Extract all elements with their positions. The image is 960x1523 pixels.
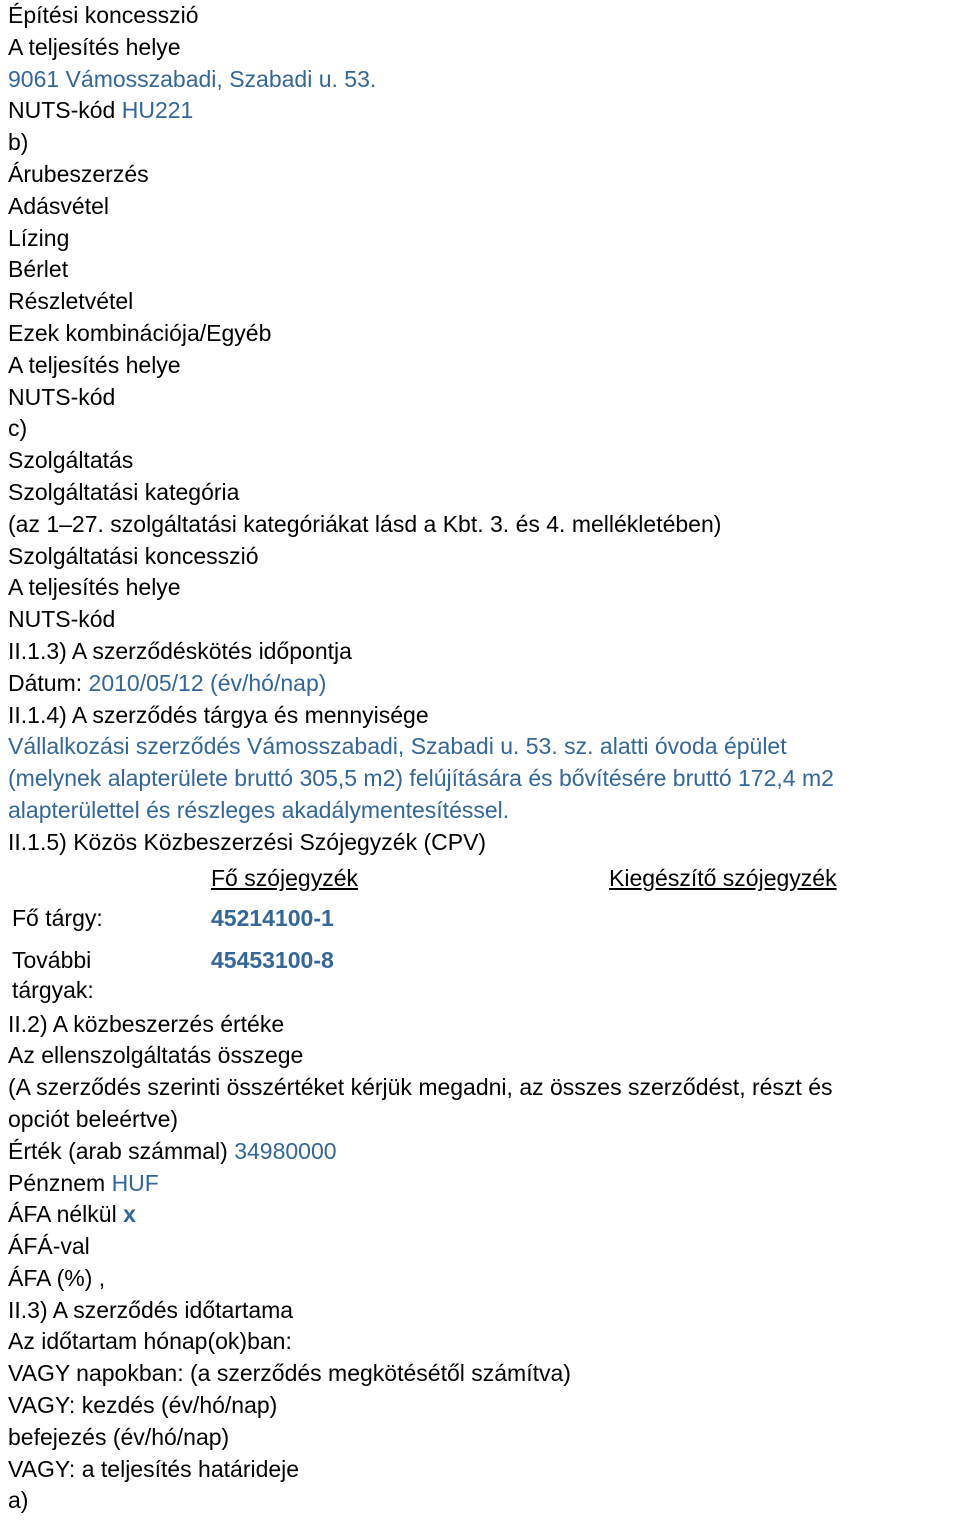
cpv-col-supplementary: Kiegészítő szójegyzék — [609, 864, 837, 891]
line-supply: Árubeszerzés — [8, 160, 149, 187]
date-label: Dátum: — [8, 669, 83, 696]
vat-included-line: ÁFÁ-val — [8, 1233, 90, 1260]
currency-line — [8, 1168, 958, 1200]
line-leasing: Lízing — [8, 224, 70, 251]
subject-line-2: (melynek alapterülete bruttó 305,5 m2) felújítására és bővítésére bruttó 172,4 m2 — [8, 765, 834, 792]
amount-value: 34980000 — [234, 1137, 337, 1164]
currency-value: HUF — [111, 1169, 159, 1196]
line-c: c) — [8, 415, 28, 442]
nuts-value: HU221 — [121, 97, 194, 124]
contract-date-heading: II.1.3) A szerződéskötés időpontja — [8, 637, 352, 664]
value-heading: II.2) A közbeszerzés értéke — [8, 1010, 285, 1037]
cpv-table — [8, 859, 958, 1009]
duration-heading: II.3) A szerződés időtartama — [8, 1296, 294, 1323]
line-service-concession: Szolgáltatási koncesszió — [8, 542, 259, 569]
contract-date-line — [8, 668, 958, 700]
cpv-extra-code: 45453100-8 — [211, 946, 334, 973]
performance-address: 9061 Vámosszabadi, Szabadi u. 53. — [8, 65, 377, 92]
line-rental: Bérlet — [8, 256, 69, 283]
amount-line — [8, 1136, 958, 1168]
currency-label: Pénznem — [8, 1169, 106, 1196]
line-place-of-performance: A teljesítés helye — [8, 33, 181, 60]
line-nuts-2: NUTS-kód — [8, 383, 116, 410]
line-b: b) — [8, 129, 29, 156]
document — [8, 0, 958, 1517]
line-nuts-3: NUTS-kód — [8, 606, 116, 633]
duration-line-1: Az időtartam hónap(ok)ban: — [8, 1328, 292, 1355]
subject-line-3: alapterülettel és részleges akadálymentesítéssel. — [8, 796, 510, 823]
cpv-main-code: 45214100-1 — [211, 904, 334, 931]
cpv-col-main: Fő szójegyzék — [211, 864, 359, 891]
vat-percent-line: ÁFA (%) , — [8, 1264, 106, 1291]
line-construction-concession: Építési koncesszió — [8, 2, 199, 28]
cpv-heading: II.1.5) Közös Közbeszerzési Szójegyzék (CPV) — [8, 828, 487, 855]
line-combination: Ezek kombinációja/Egyéb — [8, 319, 272, 346]
line-purchase: Adásvétel — [8, 192, 110, 219]
cpv-extra-label-2: tárgyak: — [12, 976, 94, 1003]
line-category-note: (az 1–27. szolgáltatási kategóriákat lásd a Kbt. 3. és 4. mellékletében) — [8, 510, 722, 537]
duration-line-3: VAGY: kezdés (év/hó/nap) — [8, 1392, 278, 1419]
date-format: (év/hó/nap) — [210, 669, 327, 696]
duration-line-4: befejezés (év/hó/nap) — [8, 1423, 230, 1450]
line-hire-purchase: Részletvétel — [8, 288, 134, 315]
vat-excluded-mark: x — [123, 1201, 136, 1228]
vat-excluded-line — [8, 1199, 958, 1231]
value-line-1: Az ellenszolgáltatás összege — [8, 1042, 304, 1069]
nuts-label: NUTS-kód — [8, 97, 116, 124]
subject-heading: II.1.4) A szerződés tárgya és mennyisége — [8, 701, 429, 728]
duration-line-6: a) — [8, 1487, 29, 1514]
duration-line-5: VAGY: a teljesítés határideje — [8, 1455, 300, 1482]
cpv-main-label: Fő tárgy: — [12, 904, 103, 931]
line-place-of-performance-2: A teljesítés helye — [8, 351, 181, 378]
vat-excluded-label: ÁFA nélkül — [8, 1201, 117, 1228]
amount-label: Érték (arab számmal) — [8, 1137, 228, 1164]
nuts-line — [8, 95, 958, 127]
line-place-of-performance-3: A teljesítés helye — [8, 574, 181, 601]
line-service-category: Szolgáltatási kategória — [8, 478, 240, 505]
subject-line-1: Vállalkozási szerződés Vámosszabadi, Szabadi u. 53. sz. alatti óvoda épület — [8, 733, 787, 760]
value-line-2a: (A szerződés szerinti összértéket kérjük megadni, az összes szerződést, részt és — [8, 1074, 833, 1101]
line-service: Szolgáltatás — [8, 447, 134, 474]
duration-line-2: VAGY napokban: (a szerződés megkötésétől számítva) — [8, 1360, 571, 1387]
date-value: 2010/05/12 — [88, 669, 204, 696]
cpv-extra-label-1: További — [12, 946, 92, 973]
value-line-2b: opciót beleértve) — [8, 1105, 179, 1132]
